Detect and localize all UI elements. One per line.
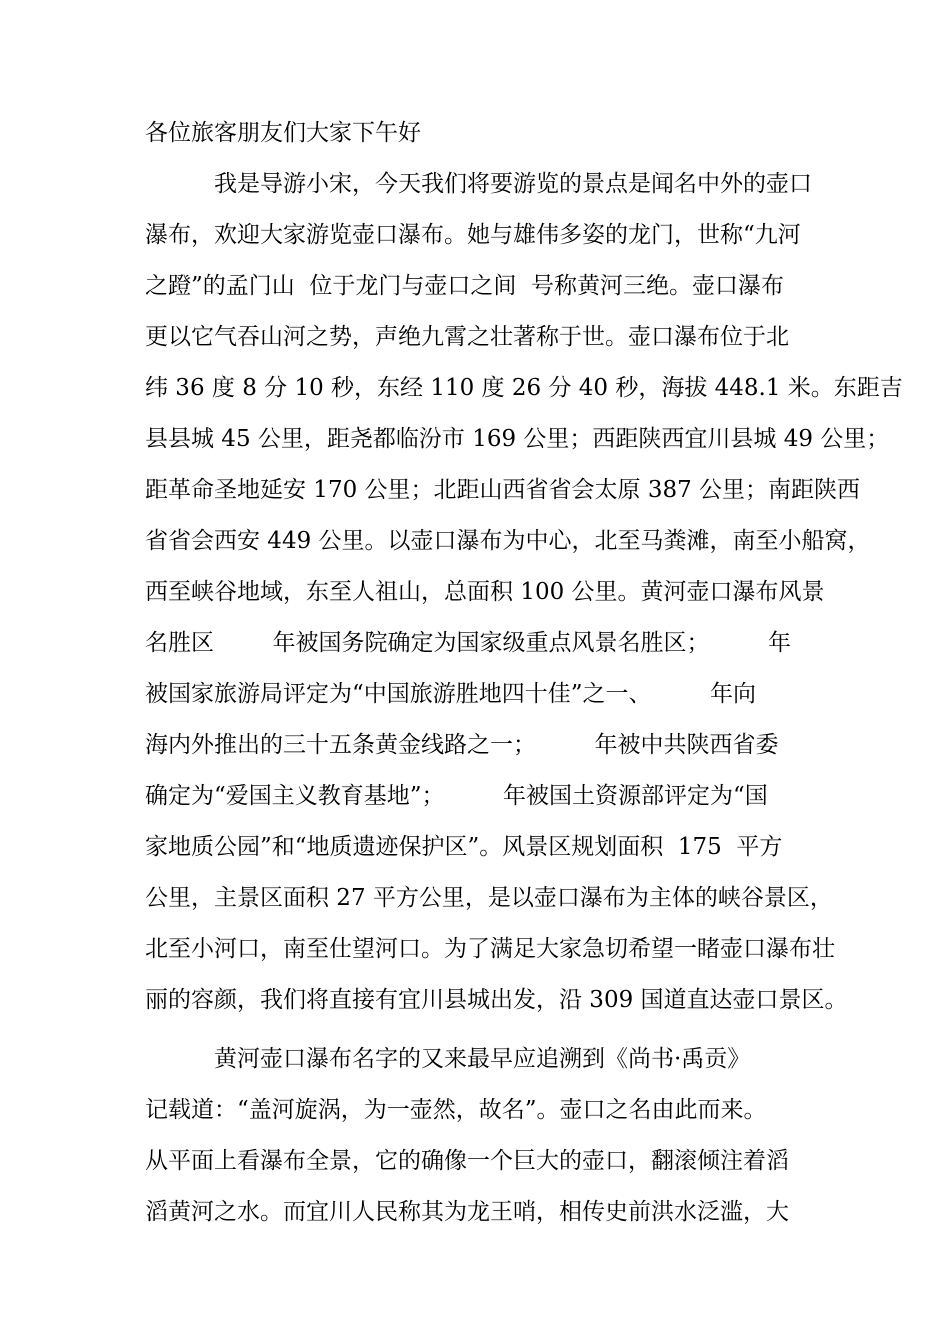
paragraph-1-line: 北至小河口，南至仕望河口。为了满足大家急切希望一睹壶口瀑布壮 [145, 936, 835, 962]
paragraph-1-line: 纬 36 度 8 分 10 秒，东经 110 度 26 分 40 秒，海拔 448.1 米。东距吉 [145, 375, 903, 401]
paragraph-1-line: 更以它气吞山河之势，声绝九霄之壮著称于世。壶口瀑布位于北 [145, 324, 789, 350]
paragraph-1-line: 名胜区 年被国务院确定为国家级重点风景名胜区； 年 [145, 630, 791, 656]
paragraph-1-line: 海内外推出的三十五条黄金线路之一； 年被中共陕西省委 [145, 732, 779, 758]
paragraph-2-line: 滔黄河之水。而宜川人民称其为龙王哨，相传史前洪水泛滥，大 [145, 1199, 789, 1225]
paragraph-1-line: 家地质公园”和“地质遗迹保护区”。风景区规划面积 175 平方 [145, 834, 783, 860]
paragraph-1-line: 我是导游小宋，今天我们将要游览的景点是闻名中外的壶口 [145, 171, 812, 197]
paragraph-2-line: 从平面上看瀑布全景，它的确像一个巨大的壶口，翻滚倾注着滔 [145, 1148, 789, 1174]
paragraph-1-line: 省省会西安 449 公里。以壶口瀑布为中心，北至马粪滩，南至小船窝， [145, 528, 871, 554]
greeting-line: 各位旅客朋友们大家下午好 [145, 120, 421, 146]
paragraph-1-line: 丽的容颜，我们将直接有宜川县城出发，沿 309 国道直达壶口景区。 [145, 987, 848, 1013]
paragraph-1-line: 瀑布，欢迎大家游览壶口瀑布。她与雄伟多姿的龙门，世称“九河 [145, 222, 801, 248]
paragraph-1-line: 公里，主景区面积 27 平方公里，是以壶口瀑布为主体的峡谷景区， [145, 885, 833, 911]
paragraph-2-line: 记载道：“盖河旋涡，为一壶然，故名”。壶口之名由此而来。 [145, 1097, 767, 1123]
paragraph-1-line: 距革命圣地延安 170 公里；北距山西省省会太原 387 公里；南距陕西 [145, 477, 861, 503]
paragraph-1-line: 西至峡谷地域，东至人祖山，总面积 100 公里。黄河壶口瀑布风景 [145, 579, 825, 605]
paragraph-1-line: 被国家旅游局评定为“中国旅游胜地四十佳”之一、 年向 [145, 681, 757, 707]
paragraph-1-line: 确定为“爱国主义教育基地”； 年被国土资源部评定为“国 [145, 783, 768, 809]
paragraph-2-line: 黄河壶口瀑布名字的又来最早应追溯到《尚书·禹贡》 [145, 1046, 751, 1072]
paragraph-1-line: 县县城 45 公里，距尧都临汾市 169 公里；西距陕西宜川县城 49 公里； [145, 426, 890, 452]
paragraph-1-line: 之蹬”的孟门山 位于龙门与壶口之间 号称黄河三绝。壶口瀑布 [145, 273, 785, 299]
